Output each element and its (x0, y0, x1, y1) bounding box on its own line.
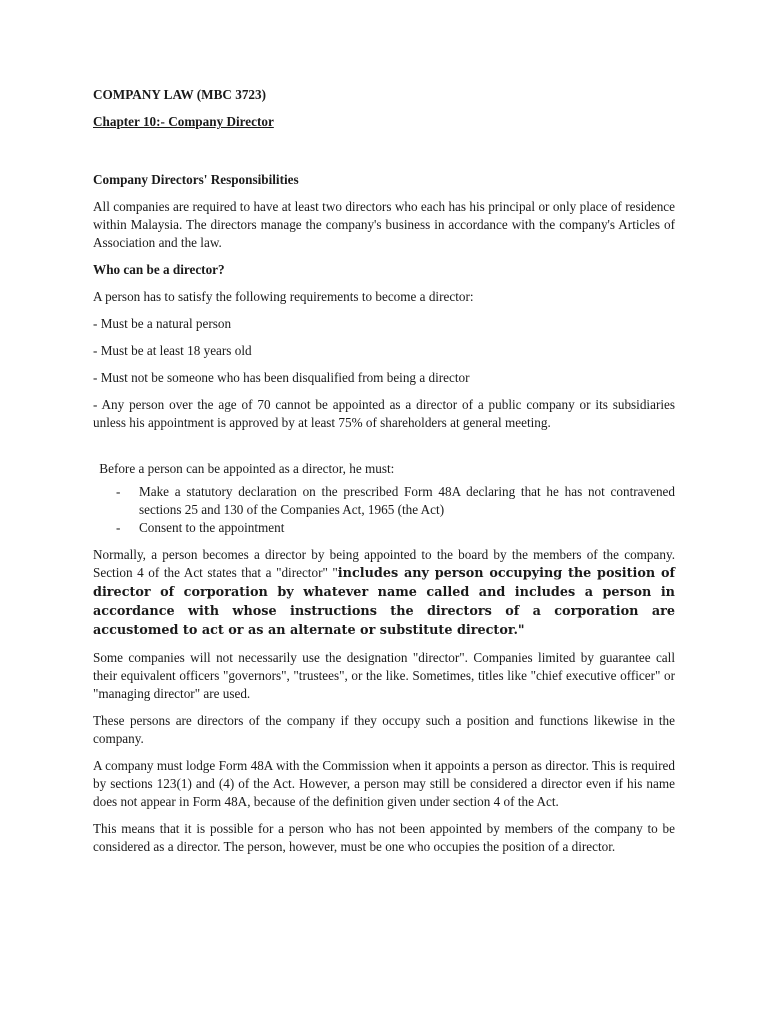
responsibilities-heading: Company Directors' Responsibilities (93, 172, 299, 187)
requirement-item: - Any person over the age of 70 cannot be appointed as a director of a public company or its subsidiaries unless his appointment is approved by at least 75% of shareholders at general meeting. (93, 397, 675, 430)
requirement-item: - Must not be someone who has been disqualified from being a director (93, 370, 470, 385)
list-item-text: Make a statutory declaration on the prescribed Form 48A declaring that he has not contravened sections 25 and 130 of the Companies Act, 1965 (the Act) (139, 484, 675, 517)
body-paragraph: These persons are directors of the company if they occupy such a position and functions likewise in the company. (93, 713, 675, 746)
body-paragraph: Some companies will not necessarily use the designation "director". Companies limited by guarantee call their equivalent officers "governors", "trustees", or the like. Sometimes, titles like "chief executive officer" or "managing director" are used. (93, 650, 675, 701)
definition-text: Normally, a person becomes a director by being appointed to the board by the members of the company. Section 4 of the Act states that a "director" " (93, 547, 675, 580)
body-paragraph: This means that it is possible for a person who has not been appointed by members of the company to be considered as a director. The person, however, must be one who occupies the position of a director. (93, 821, 675, 854)
requirement-item: - Must be at least 18 years old (93, 343, 252, 358)
course-title: COMPANY LAW (MBC 3723) (93, 87, 267, 102)
list-item-text: Consent to the appointment (139, 520, 285, 535)
requirement-item: - Must be a natural person (93, 316, 232, 331)
appointment-conditions-list (93, 483, 675, 537)
director-definition-paragraph (93, 546, 675, 640)
dash-bullet: - (116, 484, 121, 499)
before-appointment-intro: Before a person can be appointed as a director, he must: (96, 461, 395, 476)
list-item (93, 483, 675, 519)
body-paragraph: A company must lodge Form 48A with the Commission when it appoints a person as director. This is required by sections 123(1) and (4) of the Act. However, a person may still be considered a director even if his name does not appear in Form 48A, because of the definition given under section 4 of the Act. (93, 758, 675, 809)
list-item (93, 519, 675, 537)
requirements-intro: A person has to satisfy the following requirements to become a director: (93, 289, 474, 304)
definition-quote: includes any person occupying the position of director of corporation by whatever name called and includes a person in accordance with whose instructions the directors of a corporation are accustomed to act or as an alternate or substitute director." (93, 566, 675, 638)
responsibilities-paragraph: All companies are required to have at least two directors who each has his principal or only place of residence within Malaysia. The directors manage the company's business in accordance with the company's Articles of Association and the law. (93, 199, 675, 250)
document-page (93, 86, 675, 865)
who-can-be-director-heading: Who can be a director? (93, 262, 225, 277)
chapter-title: Chapter 10:- Company Director (93, 114, 274, 129)
dash-bullet: - (116, 520, 121, 535)
